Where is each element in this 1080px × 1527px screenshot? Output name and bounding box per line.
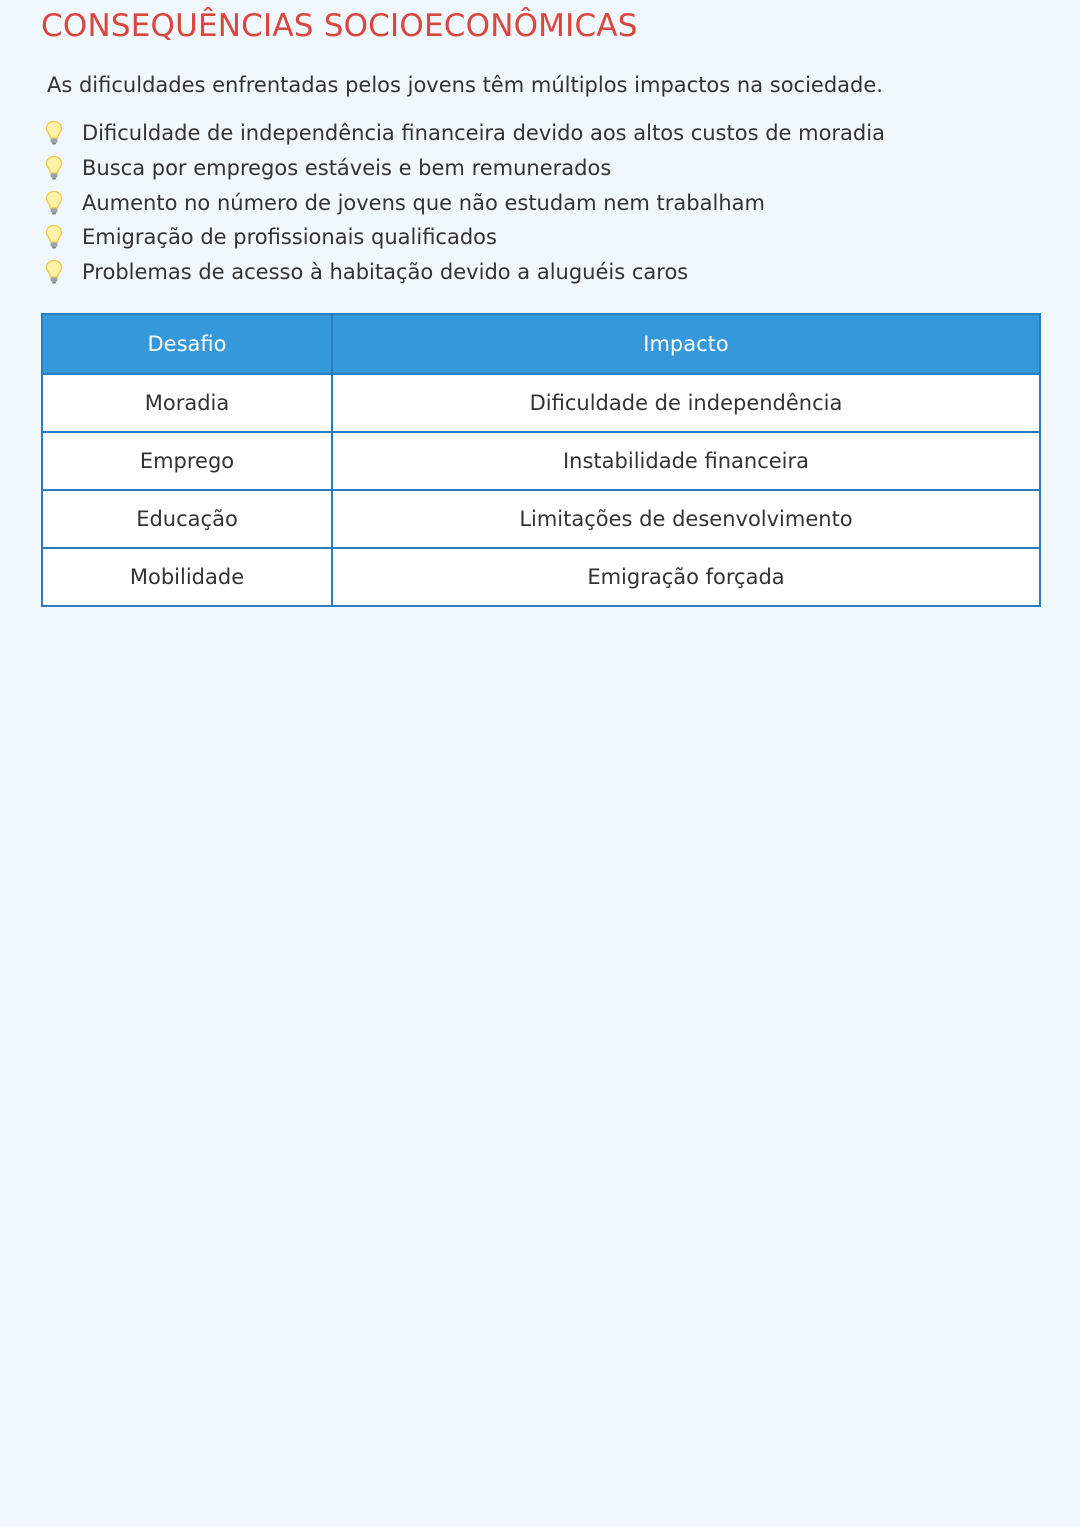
table-header-row — [42, 314, 1040, 374]
table-cell-impacto: Dificuldade de independência — [332, 374, 1040, 432]
page-title: CONSEQUÊNCIAS SOCIOECONÔMICAS — [41, 8, 638, 44]
consequences-list — [44, 116, 885, 289]
table-row — [42, 548, 1040, 606]
table-cell-impacto: Emigração forçada — [332, 548, 1040, 606]
table-cell-desafio: Mobilidade — [42, 548, 332, 606]
table-cell-desafio: Educação — [42, 490, 332, 548]
list-item-text: Aumento no número de jovens que não estudam nem trabalham — [82, 190, 765, 215]
list-item-text: Emigração de profissionais qualificados — [82, 225, 497, 250]
lightbulb-icon — [44, 120, 64, 146]
table-cell-impacto: Limitações de desenvolvimento — [332, 490, 1040, 548]
lightbulb-icon — [44, 224, 64, 250]
lightbulb-icon — [44, 259, 64, 285]
table-cell-desafio: Moradia — [42, 374, 332, 432]
challenges-table — [41, 313, 1041, 607]
intro-paragraph: As dificuldades enfrentadas pelos jovens têm múltiplos impactos na sociedade. — [47, 73, 883, 97]
list-item — [44, 116, 885, 151]
table-row — [42, 490, 1040, 548]
list-item — [44, 151, 885, 186]
table-cell-impacto: Instabilidade financeira — [332, 432, 1040, 490]
column-header-impacto: Impacto — [332, 314, 1040, 374]
lightbulb-icon — [44, 155, 64, 181]
table-cell-desafio: Emprego — [42, 432, 332, 490]
list-item-text: Problemas de acesso à habitação devido a aluguéis caros — [82, 260, 689, 285]
list-item-text: Busca por empregos estáveis e bem remunerados — [82, 156, 612, 181]
list-item — [44, 255, 885, 290]
lightbulb-icon — [44, 190, 64, 216]
list-item-text: Dificuldade de independência financeira devido aos altos custos de moradia — [82, 121, 885, 146]
table-row — [42, 374, 1040, 432]
challenges-table-container — [41, 313, 1039, 607]
list-item — [44, 220, 885, 255]
column-header-desafio: Desafio — [42, 314, 332, 374]
list-item — [44, 185, 885, 220]
table-row — [42, 432, 1040, 490]
